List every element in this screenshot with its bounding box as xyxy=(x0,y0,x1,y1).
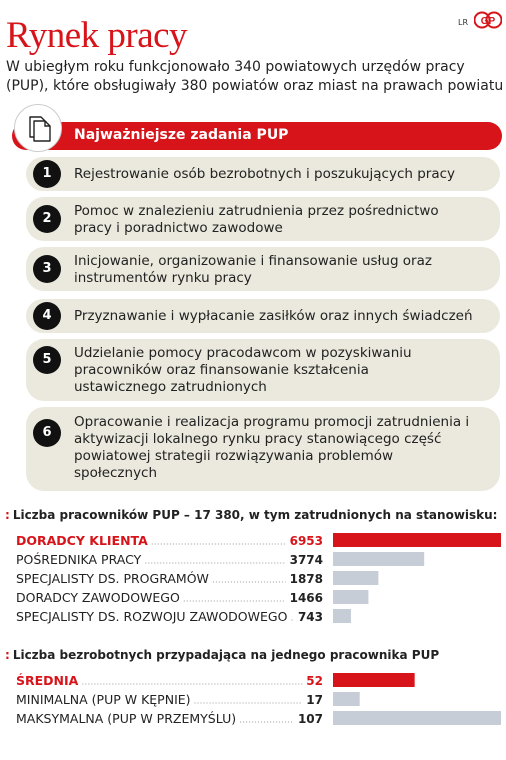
bar xyxy=(333,533,501,547)
page-title: Rynek pracy xyxy=(6,15,188,56)
task-number: 1 xyxy=(33,160,61,188)
page-subtitle: W ubiegłym roku funkcjonowało 340 powiatowych urzędów pracy (PUP), które obsługiwały 380 powiatów oraz miast na prawach powiatu xyxy=(6,59,504,94)
bar-category-label: DORADCY ZAWODOWEGO xyxy=(16,590,180,605)
logo-text: GP xyxy=(480,16,496,27)
bar xyxy=(333,673,415,687)
bar-category-label: MINIMALNA (PUP W KĘPNIE) xyxy=(16,692,191,707)
bar-category-label: POŚREDNIKA PRACY xyxy=(16,552,142,567)
bar xyxy=(333,571,378,585)
tasks-title: Najważniejsze zadania PUP xyxy=(74,127,289,143)
chart-title xyxy=(5,508,497,522)
bar xyxy=(333,692,360,706)
ratio-bar-chart xyxy=(0,670,506,732)
bar-value-label: 743 xyxy=(297,610,323,624)
chart-title-text: Liczba bezrobotnych przypadająca na jednego pracownika PUP xyxy=(12,648,440,662)
chart-title-text: Liczba pracowników PUP – 17 380, w tym zatrudnionych na stanowisku: xyxy=(12,508,498,522)
bar-category-label: SPECJALISTY DS. PROGRAMÓW xyxy=(16,571,209,586)
bullet-icon: : xyxy=(5,508,10,522)
bar-category-label: SPECJALISTY DS. ROZWOJU ZAWODOWEGO xyxy=(16,609,288,624)
bar xyxy=(333,609,351,623)
task-text: Inicjowanie, organizowanie i finansowanie usług oraz instrumentów rynku pracy xyxy=(74,253,432,286)
task-number: 5 xyxy=(33,346,61,374)
task-text: Pomoc w znalezieniu zatrudnienia przez pośrednictwo pracy i poradnictwo zawodowe xyxy=(74,203,439,236)
bar-value-label: 17 xyxy=(306,693,323,707)
task-number: 4 xyxy=(33,302,61,330)
task-text: Opracowanie i realizacja programu promocji zatrudnienia i aktywizacji lokalnego rynku pracy stanowiącego część powiatowej strategii rozwiązywania problemów społecznych xyxy=(74,414,470,481)
bar-value-label: 6953 xyxy=(289,534,323,548)
bar-value-label: 107 xyxy=(297,712,323,726)
bar xyxy=(333,590,368,604)
bar-value-label: 3774 xyxy=(289,553,323,567)
bar xyxy=(333,552,424,566)
document-icon xyxy=(14,104,62,152)
staff-bar-chart xyxy=(0,530,506,630)
bar-value-label: 1466 xyxy=(289,591,323,605)
author-credit: LR xyxy=(458,18,469,27)
bar-category-label: DORADCY KLIENTA xyxy=(16,533,148,548)
task-number: 3 xyxy=(33,255,61,283)
task-number: 2 xyxy=(33,205,61,233)
bar-category-label: ŚREDNIA xyxy=(16,673,79,688)
publisher-logo-icon xyxy=(474,10,502,30)
bar-value-label: 52 xyxy=(306,674,323,688)
task-text: Udzielanie pomocy pracodawcom w pozyskiwaniu pracowników oraz finansowanie kształcenia ustawicznego zatrudnionych xyxy=(74,345,412,395)
bar xyxy=(333,711,501,725)
chart-title xyxy=(5,648,439,662)
document-circle xyxy=(14,104,62,152)
task-number: 6 xyxy=(33,419,61,447)
bar-value-label: 1878 xyxy=(289,572,323,586)
task-text: Rejestrowanie osób bezrobotnych i poszukujących pracy xyxy=(74,166,456,182)
bar-category-label: MAKSYMALNA (PUP W PRZEMYŚLU) xyxy=(16,711,237,726)
task-text: Przyznawanie i wypłacanie zasiłków oraz innych świadczeń xyxy=(74,308,473,324)
bullet-icon: : xyxy=(5,648,10,662)
